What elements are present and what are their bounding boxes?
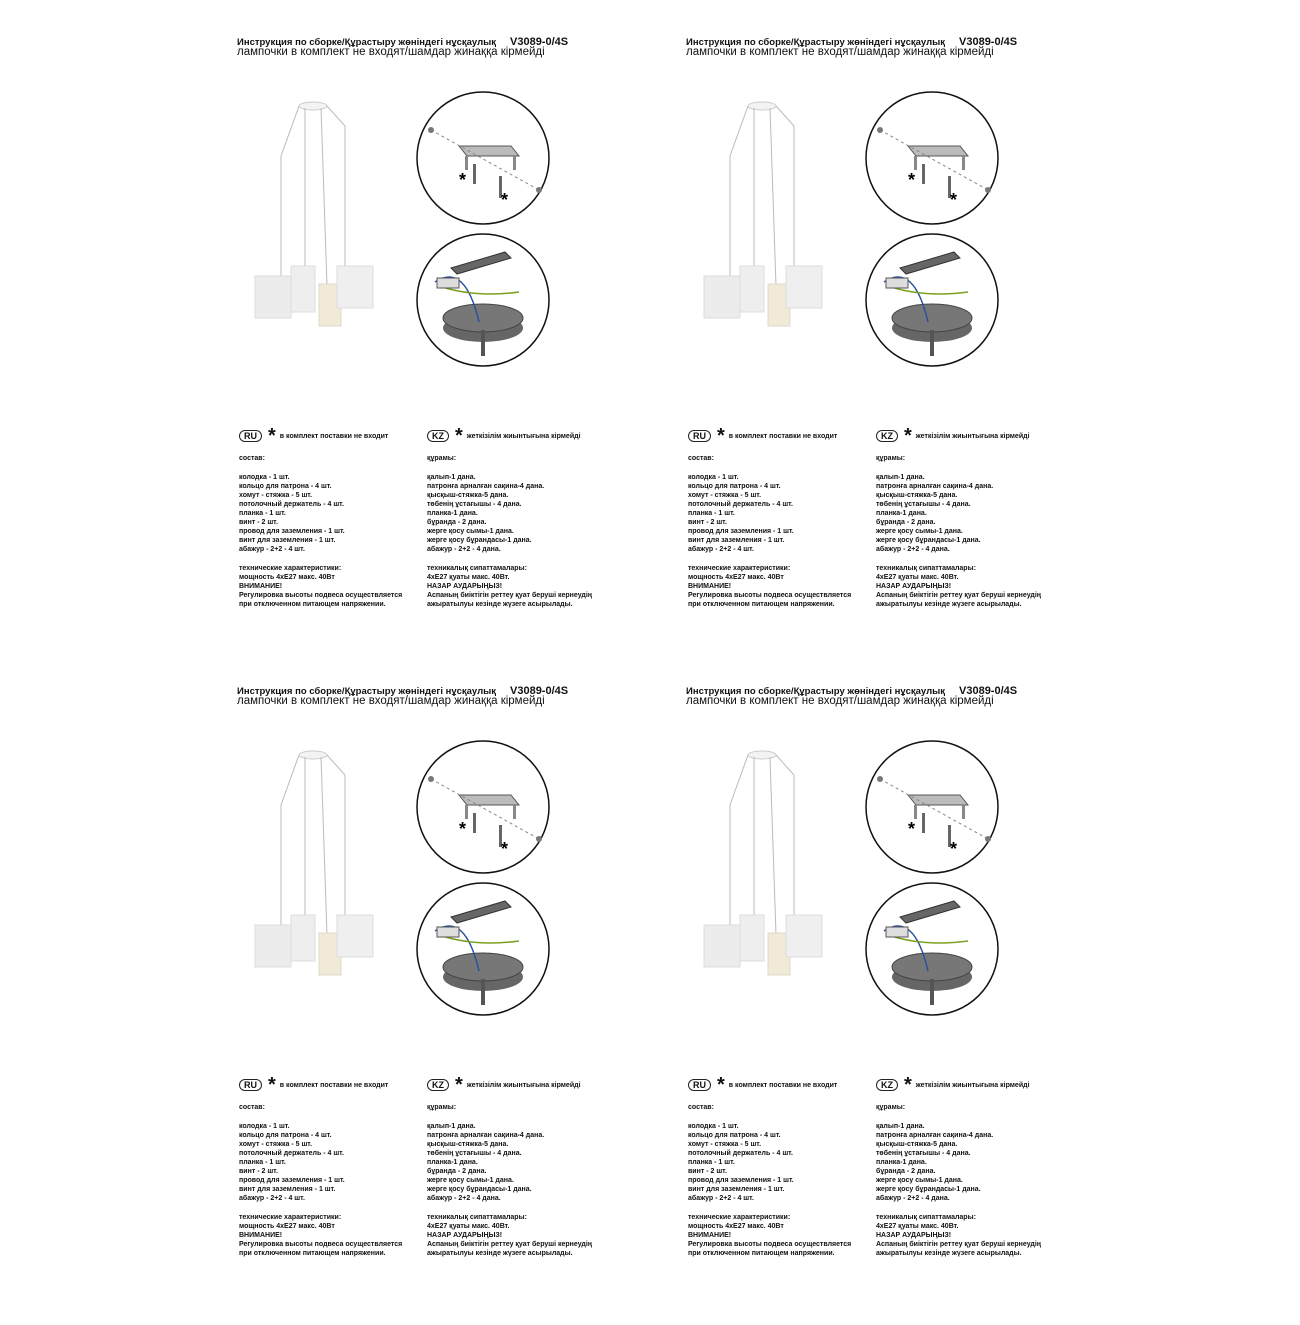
- kz-specs-title: техникалық сипаттамалары:: [427, 1214, 527, 1221]
- list-item: кольцо для патрона - 4 шт.: [688, 1132, 781, 1139]
- list-item: колодка - 1 шт.: [239, 474, 290, 481]
- kz-power: 4хЕ27 қуаты макс. 40Вт.: [876, 574, 959, 581]
- model-number: V3089-0/4S: [959, 36, 1018, 48]
- list-item: бұранда - 2 дана.: [427, 519, 487, 526]
- kz-warning-line: ажыратылуы кезінде жүзеге асырылады.: [876, 601, 1022, 608]
- list-item: абажур - 2+2 - 4 дана.: [427, 546, 501, 553]
- list-item: провод для заземления - 1 шт.: [688, 528, 794, 535]
- kz-legend: KZ * жеткізілім жиынтығына кірмейді: [427, 430, 581, 442]
- kz-column: [427, 1103, 592, 1258]
- ru-contents-title: состав:: [239, 1104, 265, 1111]
- kz-contents-title: құрамы:: [427, 455, 457, 462]
- list-item: абажур - 2+2 - 4 дана.: [876, 1195, 950, 1202]
- list-item: хомут - стяжка - 5 шт.: [688, 492, 762, 499]
- list-item: төбенің ұстағышы - 4 дана.: [876, 1150, 971, 1157]
- ru-contents-title: состав:: [239, 455, 265, 462]
- kz-warning-title: НАЗАР АУДАРЫҢЫЗ!: [427, 1232, 503, 1239]
- instruction-sheet: [686, 36, 1300, 676]
- star-icon: *: [904, 425, 912, 447]
- list-item: планка - 1 шт.: [239, 510, 286, 517]
- ru-contents-title: состав:: [688, 455, 714, 462]
- list-item: бұранда - 2 дана.: [876, 519, 936, 526]
- ru-warning-line: Регулировка высоты подвеса осуществляется: [688, 592, 852, 599]
- ru-badge: RU: [239, 1079, 262, 1091]
- ru-warning-title: ВНИМАНИЕ!: [239, 583, 283, 590]
- list-item: колодка - 1 шт.: [239, 1123, 290, 1130]
- sheet-subtitle: лампочки в комплект не входят/шамдар жинаққа кірмейді: [686, 695, 994, 707]
- kz-warning-line: Аспаның биіктігін реттеу қуат беруші кернеудің: [427, 1241, 593, 1248]
- list-item: абажур - 2+2 - 4 шт.: [688, 546, 754, 553]
- kz-items-list: [427, 1122, 592, 1203]
- list-item: винт - 2 шт.: [688, 519, 727, 526]
- list-item: қысқыш-стяжка-5 дана.: [876, 492, 958, 499]
- ru-warning-title: ВНИМАНИЕ!: [688, 583, 732, 590]
- list-item: жерге қосу бұрандасы-1 дана.: [876, 537, 981, 544]
- canopy-wiring-diagram: [415, 881, 551, 1017]
- not-included-star: *: [459, 819, 467, 839]
- bracket-mounting-diagram: [864, 739, 1000, 875]
- pendant-lamp-illustration: [694, 76, 844, 336]
- list-item: қалып-1 дана.: [876, 1123, 925, 1130]
- list-item: абажур - 2+2 - 4 шт.: [239, 1195, 305, 1202]
- list-item: кольцо для патрона - 4 шт.: [239, 1132, 332, 1139]
- ru-power: мощность 4хЕ27 макс. 40Вт: [239, 574, 335, 581]
- kz-warning-line: ажыратылуы кезінде жүзеге асырылады.: [427, 601, 573, 608]
- ru-column: [688, 454, 851, 609]
- kz-column: [876, 454, 1041, 609]
- kz-contents-title: құрамы:: [876, 1104, 906, 1111]
- sheet-title: Инструкция по сборке/Құрастыру жөніндегі нұсқаулық V3089-0/4S: [686, 36, 1018, 48]
- list-item: жерге қосу бұрандасы-1 дана.: [427, 1186, 532, 1193]
- bracket-mounting-diagram: [864, 90, 1000, 226]
- not-included-star: *: [501, 839, 509, 859]
- list-item: планка-1 дана.: [427, 510, 478, 517]
- list-item: кольцо для патрона - 4 шт.: [688, 483, 781, 490]
- kz-column: [427, 454, 592, 609]
- list-item: колодка - 1 шт.: [688, 474, 739, 481]
- canopy-wiring-diagram: [415, 232, 551, 368]
- ru-items-list: [239, 473, 402, 554]
- list-item: потолочный держатель - 4 шт.: [688, 1150, 793, 1157]
- ru-specs-title: технические характеристики:: [239, 1214, 342, 1221]
- sheet-subtitle: лампочки в комплект не входят/шамдар жинаққа кірмейді: [237, 46, 545, 58]
- ru-badge: RU: [239, 430, 262, 442]
- kz-column: [876, 1103, 1041, 1258]
- list-item: потолочный держатель - 4 шт.: [239, 1150, 344, 1157]
- pendant-lamp-illustration: [245, 725, 395, 985]
- not-included-star: *: [459, 170, 467, 190]
- list-item: планка-1 дана.: [427, 1159, 478, 1166]
- ru-warning-line: Регулировка высоты подвеса осуществляется: [239, 592, 403, 599]
- star-icon: *: [717, 425, 725, 447]
- not-included-star: *: [908, 170, 916, 190]
- list-item: қалып-1 дана.: [876, 474, 925, 481]
- star-icon: *: [268, 425, 276, 447]
- ru-specs-title: технические характеристики:: [239, 565, 342, 572]
- kz-warning-title: НАЗАР АУДАРЫҢЫЗ!: [876, 1232, 952, 1239]
- kz-power: 4хЕ27 қуаты макс. 40Вт.: [427, 1223, 510, 1230]
- kz-items-list: [876, 473, 1041, 554]
- star-icon: *: [268, 1074, 276, 1096]
- list-item: төбенің ұстағышы - 4 дана.: [427, 501, 522, 508]
- list-item: төбенің ұстағышы - 4 дана.: [876, 501, 971, 508]
- ru-power: мощность 4хЕ27 макс. 40Вт: [688, 574, 784, 581]
- not-included-star: *: [950, 190, 958, 210]
- star-icon: *: [455, 425, 463, 447]
- ru-power: мощность 4хЕ27 макс. 40Вт: [688, 1223, 784, 1230]
- ru-specs-title: технические характеристики:: [688, 1214, 791, 1221]
- list-item: планка - 1 шт.: [688, 1159, 735, 1166]
- sheet-subtitle: лампочки в комплект не входят/шамдар жинаққа кірмейді: [237, 695, 545, 707]
- ru-warning-line: Регулировка высоты подвеса осуществляется: [239, 1241, 403, 1248]
- bracket-mounting-diagram: [415, 90, 551, 226]
- not-included-star: *: [908, 819, 916, 839]
- list-item: қысқыш-стяжка-5 дана.: [427, 492, 509, 499]
- kz-warning-line: Аспаның биіктігін реттеу қуат беруші кернеудің: [427, 592, 593, 599]
- kz-warning-title: НАЗАР АУДАРЫҢЫЗ!: [427, 583, 503, 590]
- list-item: патронға арналған сақина-4 дана.: [427, 483, 545, 490]
- kz-badge: KZ: [876, 430, 898, 442]
- ru-items-list: [688, 473, 851, 554]
- list-item: қысқыш-стяжка-5 дана.: [876, 1141, 958, 1148]
- ru-specs-title: технические характеристики:: [688, 565, 791, 572]
- list-item: жерге қосу бұрандасы-1 дана.: [427, 537, 532, 544]
- list-item: планка-1 дана.: [876, 1159, 927, 1166]
- kz-power: 4хЕ27 қуаты макс. 40Вт.: [427, 574, 510, 581]
- ru-warning-line: при отключенном питающем напряжении.: [239, 1250, 386, 1257]
- list-item: қалып-1 дана.: [427, 1123, 476, 1130]
- list-item: винт для заземления - 1 шт.: [688, 1186, 785, 1193]
- kz-badge: KZ: [876, 1079, 898, 1091]
- list-item: провод для заземления - 1 шт.: [239, 1177, 345, 1184]
- kz-warning-title: НАЗАР АУДАРЫҢЫЗ!: [876, 583, 952, 590]
- ru-column: [239, 454, 402, 609]
- kz-badge: KZ: [427, 430, 449, 442]
- list-item: патронға арналған сақина-4 дана.: [876, 483, 994, 490]
- list-item: бұранда - 2 дана.: [427, 1168, 487, 1175]
- kz-legend: KZ * жеткізілім жиынтығына кірмейді: [427, 1079, 581, 1091]
- list-item: винт - 2 шт.: [688, 1168, 727, 1175]
- ru-contents-title: состав:: [688, 1104, 714, 1111]
- list-item: абажур - 2+2 - 4 шт.: [239, 546, 305, 553]
- kz-warning-line: ажыратылуы кезінде жүзеге асырылады.: [427, 1250, 573, 1257]
- ru-warning-title: ВНИМАНИЕ!: [688, 1232, 732, 1239]
- list-item: патронға арналған сақина-4 дана.: [876, 1132, 994, 1139]
- kz-specs-title: техникалық сипаттамалары:: [876, 565, 976, 572]
- bracket-mounting-diagram: [415, 739, 551, 875]
- model-number: V3089-0/4S: [510, 685, 569, 697]
- list-item: жерге қосу сымы-1 дана.: [876, 528, 963, 535]
- ru-warning-title: ВНИМАНИЕ!: [239, 1232, 283, 1239]
- kz-items-list: [427, 473, 592, 554]
- list-item: потолочный держатель - 4 шт.: [688, 501, 793, 508]
- list-item: қысқыш-стяжка-5 дана.: [427, 1141, 509, 1148]
- list-item: кольцо для патрона - 4 шт.: [239, 483, 332, 490]
- kz-contents-title: құрамы:: [876, 455, 906, 462]
- ru-badge: RU: [688, 430, 711, 442]
- kz-legend: KZ * жеткізілім жиынтығына кірмейді: [876, 1079, 1030, 1091]
- ru-power: мощность 4хЕ27 макс. 40Вт: [239, 1223, 335, 1230]
- list-item: винт для заземления - 1 шт.: [688, 537, 785, 544]
- list-item: жерге қосу сымы-1 дана.: [427, 528, 514, 535]
- ru-legend: RU * в комплект поставки не входит: [688, 430, 837, 442]
- kz-contents-title: құрамы:: [427, 1104, 457, 1111]
- kz-items-list: [876, 1122, 1041, 1203]
- instruction-sheet: [237, 685, 877, 1325]
- list-item: хомут - стяжка - 5 шт.: [239, 1141, 313, 1148]
- list-item: абажур - 2+2 - 4 дана.: [876, 546, 950, 553]
- list-item: төбенің ұстағышы - 4 дана.: [427, 1150, 522, 1157]
- list-item: провод для заземления - 1 шт.: [688, 1177, 794, 1184]
- canopy-wiring-diagram: [864, 881, 1000, 1017]
- list-item: колодка - 1 шт.: [688, 1123, 739, 1130]
- list-item: винт для заземления - 1 шт.: [239, 1186, 336, 1193]
- kz-power: 4хЕ27 қуаты макс. 40Вт.: [876, 1223, 959, 1230]
- sheet-title: Инструкция по сборке/Құрастыру жөніндегі нұсқаулық V3089-0/4S: [686, 685, 1018, 697]
- kz-warning-line: Аспаның биіктігін реттеу қуат беруші кернеудің: [876, 1241, 1042, 1248]
- kz-specs-title: техникалық сипаттамалары:: [876, 1214, 976, 1221]
- ru-legend: RU * в комплект поставки не входит: [239, 430, 388, 442]
- list-item: планка-1 дана.: [876, 510, 927, 517]
- list-item: винт - 2 шт.: [239, 1168, 278, 1175]
- list-item: жерге қосу сымы-1 дана.: [876, 1177, 963, 1184]
- list-item: хомут - стяжка - 5 шт.: [688, 1141, 762, 1148]
- list-item: жерге қосу бұрандасы-1 дана.: [876, 1186, 981, 1193]
- list-item: потолочный держатель - 4 шт.: [239, 501, 344, 508]
- list-item: бұранда - 2 дана.: [876, 1168, 936, 1175]
- ru-column: [239, 1103, 402, 1258]
- star-icon: *: [455, 1074, 463, 1096]
- pendant-lamp-illustration: [245, 76, 395, 336]
- list-item: винт - 2 шт.: [239, 519, 278, 526]
- list-item: қалып-1 дана.: [427, 474, 476, 481]
- ru-legend: RU * в комплект поставки не входит: [239, 1079, 388, 1091]
- not-included-star: *: [501, 190, 509, 210]
- list-item: планка - 1 шт.: [239, 1159, 286, 1166]
- list-item: провод для заземления - 1 шт.: [239, 528, 345, 535]
- kz-legend: KZ * жеткізілім жиынтығына кірмейді: [876, 430, 1030, 442]
- kz-badge: KZ: [427, 1079, 449, 1091]
- kz-specs-title: техникалық сипаттамалары:: [427, 565, 527, 572]
- ru-warning-line: при отключенном питающем напряжении.: [239, 601, 386, 608]
- kz-warning-line: ажыратылуы кезінде жүзеге асырылады.: [876, 1250, 1022, 1257]
- star-icon: *: [904, 1074, 912, 1096]
- list-item: абажур - 2+2 - 4 шт.: [688, 1195, 754, 1202]
- ru-items-list: [239, 1122, 402, 1203]
- canopy-wiring-diagram: [864, 232, 1000, 368]
- list-item: патронға арналған сақина-4 дана.: [427, 1132, 545, 1139]
- ru-legend: RU * в комплект поставки не входит: [688, 1079, 837, 1091]
- sheet-subtitle: лампочки в комплект не входят/шамдар жинаққа кірмейді: [686, 46, 994, 58]
- model-number: V3089-0/4S: [959, 685, 1018, 697]
- list-item: хомут - стяжка - 5 шт.: [239, 492, 313, 499]
- sheet-title: Инструкция по сборке/Құрастыру жөніндегі нұсқаулық V3089-0/4S: [237, 685, 569, 697]
- sheet-title: Инструкция по сборке/Құрастыру жөніндегі нұсқаулық V3089-0/4S: [237, 36, 569, 48]
- ru-warning-line: Регулировка высоты подвеса осуществляется: [688, 1241, 852, 1248]
- kz-warning-line: Аспаның биіктігін реттеу қуат беруші кернеудің: [876, 592, 1042, 599]
- model-number: V3089-0/4S: [510, 36, 569, 48]
- ru-badge: RU: [688, 1079, 711, 1091]
- list-item: абажур - 2+2 - 4 дана.: [427, 1195, 501, 1202]
- ru-warning-line: при отключенном питающем напряжении.: [688, 1250, 835, 1257]
- not-included-star: *: [950, 839, 958, 859]
- ru-warning-line: при отключенном питающем напряжении.: [688, 601, 835, 608]
- list-item: винт для заземления - 1 шт.: [239, 537, 336, 544]
- star-icon: *: [717, 1074, 725, 1096]
- list-item: планка - 1 шт.: [688, 510, 735, 517]
- list-item: жерге қосу сымы-1 дана.: [427, 1177, 514, 1184]
